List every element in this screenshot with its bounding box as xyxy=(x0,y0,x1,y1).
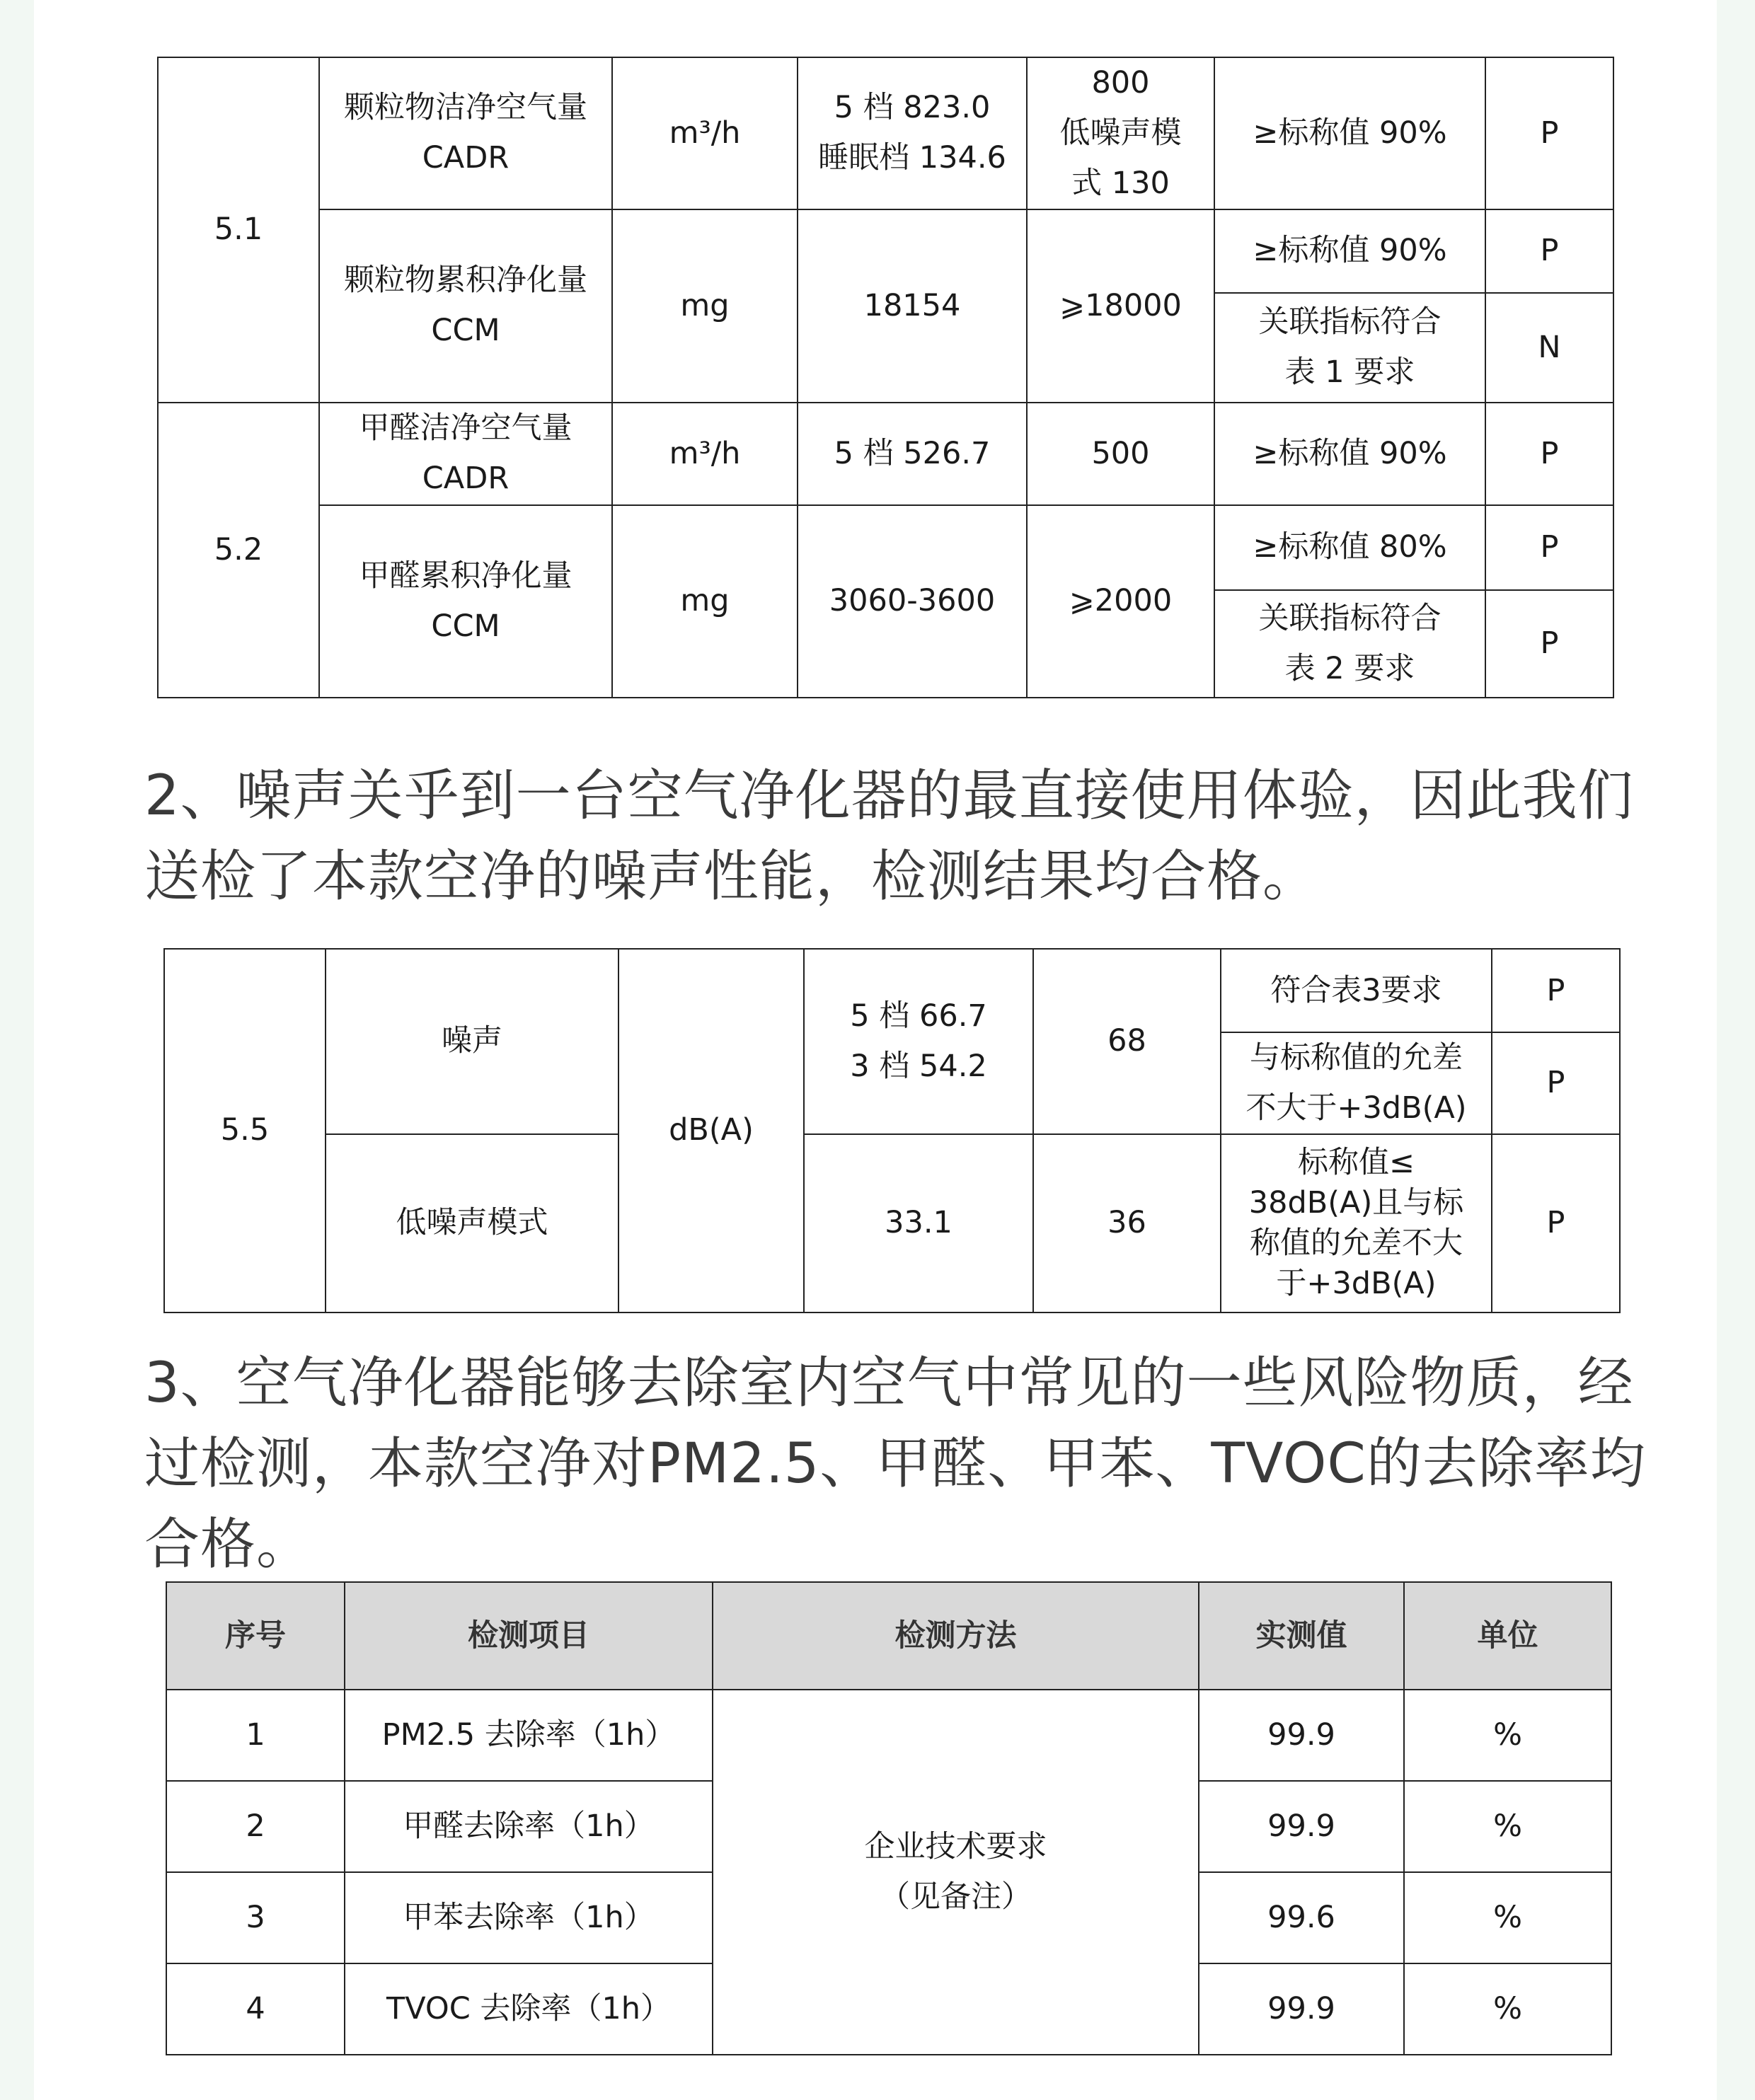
nominal-value: 800 低噪声模 式 130 xyxy=(1027,57,1214,209)
table-row xyxy=(166,1690,1611,1781)
row-unit: % xyxy=(1404,1872,1611,1963)
item-unit: m³/h xyxy=(612,57,798,209)
section-number: 5.1 xyxy=(158,57,319,403)
table-row xyxy=(158,57,1613,209)
section-number: 5.5 xyxy=(164,949,326,1312)
result: P xyxy=(1485,209,1613,293)
table-header-row xyxy=(166,1582,1611,1690)
cadr-ccm-table xyxy=(157,57,1614,698)
result: P xyxy=(1492,1134,1620,1312)
result: P xyxy=(1485,505,1613,590)
nominal-value: ⩾2000 xyxy=(1027,505,1214,698)
measured-value: 33.1 xyxy=(804,1134,1033,1312)
table-row xyxy=(158,209,1613,293)
requirement: 符合表3要求 xyxy=(1221,949,1492,1032)
header-method: 检测方法 xyxy=(713,1582,1199,1690)
row-unit: % xyxy=(1404,1963,1611,2055)
table-row xyxy=(158,403,1613,505)
item-unit: dB(A) xyxy=(618,949,804,1312)
item-name: 甲醛洁净空气量 CADR xyxy=(319,403,612,505)
item-name: 噪声 xyxy=(326,949,618,1134)
row-unit: % xyxy=(1404,1781,1611,1872)
row-item: PM2.5 去除率（1h） xyxy=(345,1690,713,1781)
item-name: 低噪声模式 xyxy=(326,1134,618,1312)
row-no: 4 xyxy=(166,1963,345,2055)
paragraph-noise: 2、噪声关乎到一台空气净化器的最直接使用体验，因此我们送检了本款空净的噪声性能，检测结果均合格。 xyxy=(144,764,1634,908)
header-no: 序号 xyxy=(166,1582,345,1690)
document-page xyxy=(34,0,1717,2100)
nominal-value: 500 xyxy=(1027,403,1214,505)
item-unit: mg xyxy=(612,209,798,403)
item-unit: m³/h xyxy=(612,403,798,505)
measured-value: 5 档 526.7 xyxy=(798,403,1027,505)
item-name: 颗粒物累积净化量 CCM xyxy=(319,209,612,403)
row-value: 99.9 xyxy=(1199,1963,1404,2055)
result: P xyxy=(1492,949,1620,1032)
measured-value: 5 档 823.0 睡眠档 134.6 xyxy=(798,57,1027,209)
requirement: ≥标称值 90% xyxy=(1214,57,1485,209)
result: P xyxy=(1485,590,1613,698)
item-name: 颗粒物洁净空气量 CADR xyxy=(319,57,612,209)
table-row xyxy=(164,1134,1620,1312)
row-value: 99.9 xyxy=(1199,1690,1404,1781)
measured-value: 18154 xyxy=(798,209,1027,403)
row-item: TVOC 去除率（1h） xyxy=(345,1963,713,2055)
measured-value: 3060-3600 xyxy=(798,505,1027,698)
result: P xyxy=(1485,403,1613,505)
requirement: ≥标称值 90% xyxy=(1214,403,1485,505)
header-item: 检测项目 xyxy=(345,1582,713,1690)
row-item: 甲苯去除率（1h） xyxy=(345,1872,713,1963)
result: N xyxy=(1485,293,1613,403)
requirement: 关联指标符合 表 1 要求 xyxy=(1214,293,1485,403)
item-unit: mg xyxy=(612,505,798,698)
nominal-value: 36 xyxy=(1033,1134,1221,1312)
requirement: 标称值≤ 38dB(A)且与标 称值的允差不大 于+3dB(A) xyxy=(1221,1134,1492,1312)
row-method: 企业技术要求 （见备注） xyxy=(713,1690,1199,2055)
row-item: 甲醛去除率（1h） xyxy=(345,1781,713,1872)
row-unit: % xyxy=(1404,1690,1611,1781)
row-no: 1 xyxy=(166,1690,345,1781)
table-row xyxy=(158,505,1613,590)
row-value: 99.9 xyxy=(1199,1781,1404,1872)
result: P xyxy=(1492,1032,1620,1134)
noise-table xyxy=(163,948,1621,1313)
measured-value: 5 档 66.7 3 档 54.2 xyxy=(804,949,1033,1134)
item-name: 甲醛累积净化量 CCM xyxy=(319,505,612,698)
result: P xyxy=(1485,57,1613,209)
header-value: 实测值 xyxy=(1199,1582,1404,1690)
row-no: 2 xyxy=(166,1781,345,1872)
nominal-value: 68 xyxy=(1033,949,1221,1134)
header-unit: 单位 xyxy=(1404,1582,1611,1690)
requirement: 关联指标符合 表 2 要求 xyxy=(1214,590,1485,698)
row-no: 3 xyxy=(166,1872,345,1963)
removal-rate-table xyxy=(166,1581,1612,2055)
table-row xyxy=(164,949,1620,1032)
requirement: 与标称值的允差 不大于+3dB(A) xyxy=(1221,1032,1492,1134)
section-number: 5.2 xyxy=(158,403,319,698)
requirement: ≥标称值 90% xyxy=(1214,209,1485,293)
nominal-value: ⩾18000 xyxy=(1027,209,1214,403)
row-value: 99.6 xyxy=(1199,1872,1404,1963)
paragraph-removal: 3、空气净化器能够去除室内空气中常见的一些风险物质，经过检测，本款空净对PM2.5、甲醛、甲苯、TVOC的去除率均合格。 xyxy=(144,1351,1646,1576)
requirement: ≥标称值 80% xyxy=(1214,505,1485,590)
